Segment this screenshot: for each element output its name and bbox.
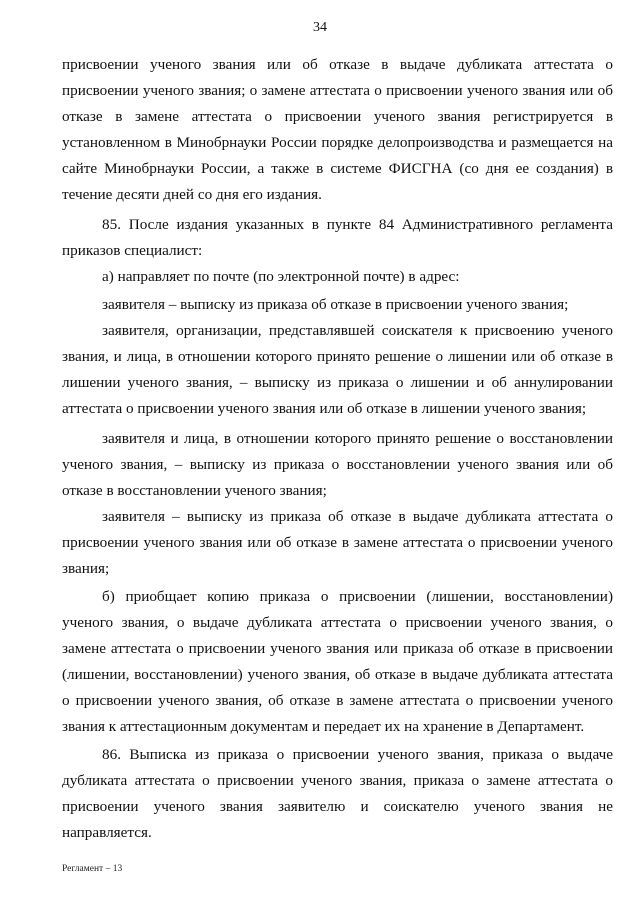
- text-line: заявителя – выписку из приказа об отказе в присвоении ученого звания;: [102, 296, 569, 313]
- text-line: замене аттестата о присвоении ученого звания или приказа об отказе в присвоении: [62, 640, 613, 657]
- text-line: о присвоении ученого звания, об отказе в замене аттестата о присвоении ученого: [62, 692, 613, 709]
- text-line: отказе в замене аттестата о присвоении ученого звания регистрируется в: [62, 108, 613, 125]
- text-line: присвоении ученого звания или об отказе в замене аттестата о присвоении ученого: [62, 534, 613, 551]
- text-line: ученого звания, – выписку из приказа о восстановлении ученого звания или об: [62, 456, 613, 473]
- text-line: звания;: [62, 560, 110, 577]
- text-line: заявителя – выписку из приказа об отказе в выдаче дубликата аттестата о: [102, 508, 613, 525]
- text-line: б) приобщает копию приказа о присвоении (лишении, восстановлении): [102, 588, 613, 605]
- text-line: лишении ученого звания, – выписку из приказа о лишении и об аннулировании: [62, 374, 613, 391]
- text-line: 86. Выписка из приказа о присвоении ученого звания, приказа о выдаче: [102, 746, 613, 763]
- text-line: 85. После издания указанных в пункте 84 Административного регламента: [102, 216, 613, 233]
- text-line: звания, и лица, в отношении которого принято решение о лишении или об отказе в: [62, 348, 613, 365]
- text-line: присвоении ученого звания заявителю и соискателю ученого звания не: [62, 798, 613, 815]
- text-line: отказе в восстановлении ученого звания;: [62, 482, 327, 499]
- text-line: заявителя, организации, представлявшей соискателя к присвоению ученого: [102, 322, 613, 339]
- text-line: течение десяти дней со дня его издания.: [62, 186, 322, 203]
- text-line: а) направляет по почте (по электронной почте) в адрес:: [102, 268, 460, 285]
- text-line: сайте Минобрнауки России, а также в системе ФИСГНА (со дня ее создания) в: [62, 160, 613, 177]
- text-line: дубликата аттестата о присвоении ученого звания, приказа о замене аттестата о: [62, 772, 613, 789]
- text-line: направляется.: [62, 824, 152, 841]
- text-line: установленном в Минобрнауки России порядке делопроизводства и размещается на: [62, 134, 613, 151]
- text-line: аттестата о присвоении ученого звания или об отказе в лишении ученого звания;: [62, 400, 587, 417]
- text-line: ученого звания, о выдаче дубликата аттестата о присвоении ученого звания, о: [62, 614, 613, 631]
- text-line: звания к аттестационным документам и передает их на хранение в Департамент.: [62, 718, 585, 735]
- text-line: приказов специалист:: [62, 242, 203, 259]
- text-line: присвоении ученого звания или об отказе в выдаче дубликата аттестата о: [62, 56, 613, 73]
- footer-note: Регламент – 13: [62, 864, 123, 874]
- text-line: (лишении, восстановлении) ученого звания, об отказе в выдаче дубликата аттестата: [62, 666, 613, 683]
- text-line: заявителя и лица, в отношении которого принято решение о восстановлении: [102, 430, 613, 447]
- page-number: 34: [313, 20, 327, 35]
- text-line: присвоении ученого звания; о замене аттестата о присвоении ученого звания или об: [62, 82, 613, 99]
